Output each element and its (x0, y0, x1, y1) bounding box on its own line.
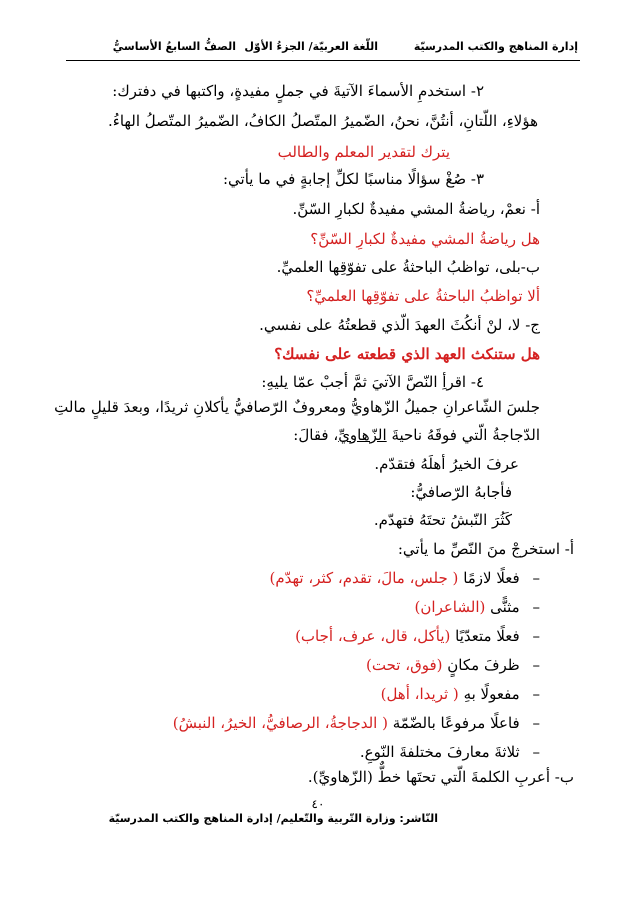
q4-verse1: عرفَ الخيرُ أهلَهُ فتقدّم. (374, 455, 519, 473)
item-label: فعلًا متعدّيًا (455, 627, 520, 645)
q2-answer: يترك لتقدير المعلم والطالب (277, 143, 450, 161)
list-item (0, 714, 540, 732)
q3-answer-c: هل ستنكث العهد الذي قطعته على نفسك؟ (274, 345, 540, 363)
q4-extract-instruction: أ- استخرجْ منَ النّصِّ ما يأتي: (397, 540, 574, 558)
passage-text: ، فقالَ: (293, 426, 339, 444)
item-label: ثلاثةَ معارفَ مختلفةَ النّوعِ. (359, 743, 520, 761)
q4-passage-line2 (0, 426, 540, 444)
item-answer: ( جلس، مالَ، تقدم، كثر، تهدّم) (269, 569, 459, 587)
q4-item-b: ب- أعربِ الكلمةَ الّتي تحتَها خطٌّ (الزّهاويِّ). (307, 768, 574, 786)
item-answer: ( ثريدا، أهل) (380, 685, 459, 703)
page-footer: النّاشر: وزارة التّربية والتّعليم/ إدارة المناهج والكتب المدرسيّة (108, 812, 438, 825)
q3-answer-a: هل رياضةُ المشي مفيدةٌ لكبارِ السّنِّ؟ (310, 230, 540, 248)
q4-verse2: كَثُرَ النّبشُ تحتَهُ فتهدّم. (373, 511, 512, 529)
list-item (0, 598, 540, 616)
header-grade: الصفُّ السابعُ الأساسيُّ (112, 40, 236, 53)
q2-words: هؤلاءِ، اللّتانِ، أنتُنَّ، نحنُ، الضّميرُ المتّصلُ الكافُ، الضّميرُ المتّصلُ الهاءُ. (108, 112, 538, 130)
q3-item-a: أ- نعمْ، رياضةُ المشي مفيدةٌ لكبارِ السّنِّ. (292, 200, 540, 218)
q4-reply: فأجابهُ الرّصافيُّ: (410, 483, 512, 501)
item-label: ظرفَ مكانٍ (447, 656, 520, 674)
q3-item-b: ب-بلى، تواظبُ الباحثةُ على تفوّقِها العلميِّ. (276, 258, 540, 276)
item-label: فاعلًا مرفوعًا بالضّمّة (392, 714, 520, 732)
page-number: ٤٠ (311, 797, 325, 811)
item-answer: (يأكل، قال، عرف، أجاب) (295, 627, 451, 645)
q3-item-c: ج- لا، لنْ أنكُثَ العهدَ الّذي قطعتُهُ على نفسي. (259, 316, 540, 334)
list-item (0, 627, 540, 645)
q4-passage-line1: جلسَ الشّاعرانِ جميلُ الزّهاويُّ ومعروفٌ الرّصافيُّ يأكلانِ ثريدًا، وبعدَ قليلٍ مالتِ (54, 398, 540, 416)
item-label: فعلًا لازمًا (463, 569, 520, 587)
item-answer: ( الدجاجةُ، الرصافيُّ، الخيرُ، النبشُ) (172, 714, 388, 732)
list-item (0, 656, 540, 674)
item-answer: (الشاعران) (414, 598, 486, 616)
list-item (0, 569, 540, 587)
underlined-word: الزّهاويِّ (338, 426, 387, 444)
item-label: مثنًّى (490, 598, 520, 616)
q4-instruction: ٤- اقرأِ النّصَّ الآتيَ ثمَّ أجبْ عمّا يليهِ: (261, 373, 484, 391)
item-label: مفعولًا بهِ (463, 685, 520, 703)
header-subject: اللّغة العربيّة/ الجزءُ الأوّل (244, 40, 378, 53)
q3-answer-b: ألا تواظبُ الباحثةُ على تفوّقِها العلميِّ؟ (306, 287, 540, 305)
q3-instruction: ٣- صُغْ سؤالًا مناسبًا لكلِّ إجابةٍ في ما يأتي: (222, 170, 484, 188)
passage-text: الدّجاجةُ الّتي فوقَهُ ناحيةَ (386, 426, 540, 444)
header-publisher: إدارة المناهج والكتب المدرسيّة (413, 40, 578, 53)
q2-instruction: ٢- استخدمِ الأسماءَ الآتيةَ في جملٍ مفيدةٍ، واكتبها في دفترك: (112, 82, 484, 100)
list-item (0, 743, 540, 761)
list-item (0, 685, 540, 703)
item-answer: (فوق، تحت) (366, 656, 443, 674)
header-divider (66, 60, 580, 61)
